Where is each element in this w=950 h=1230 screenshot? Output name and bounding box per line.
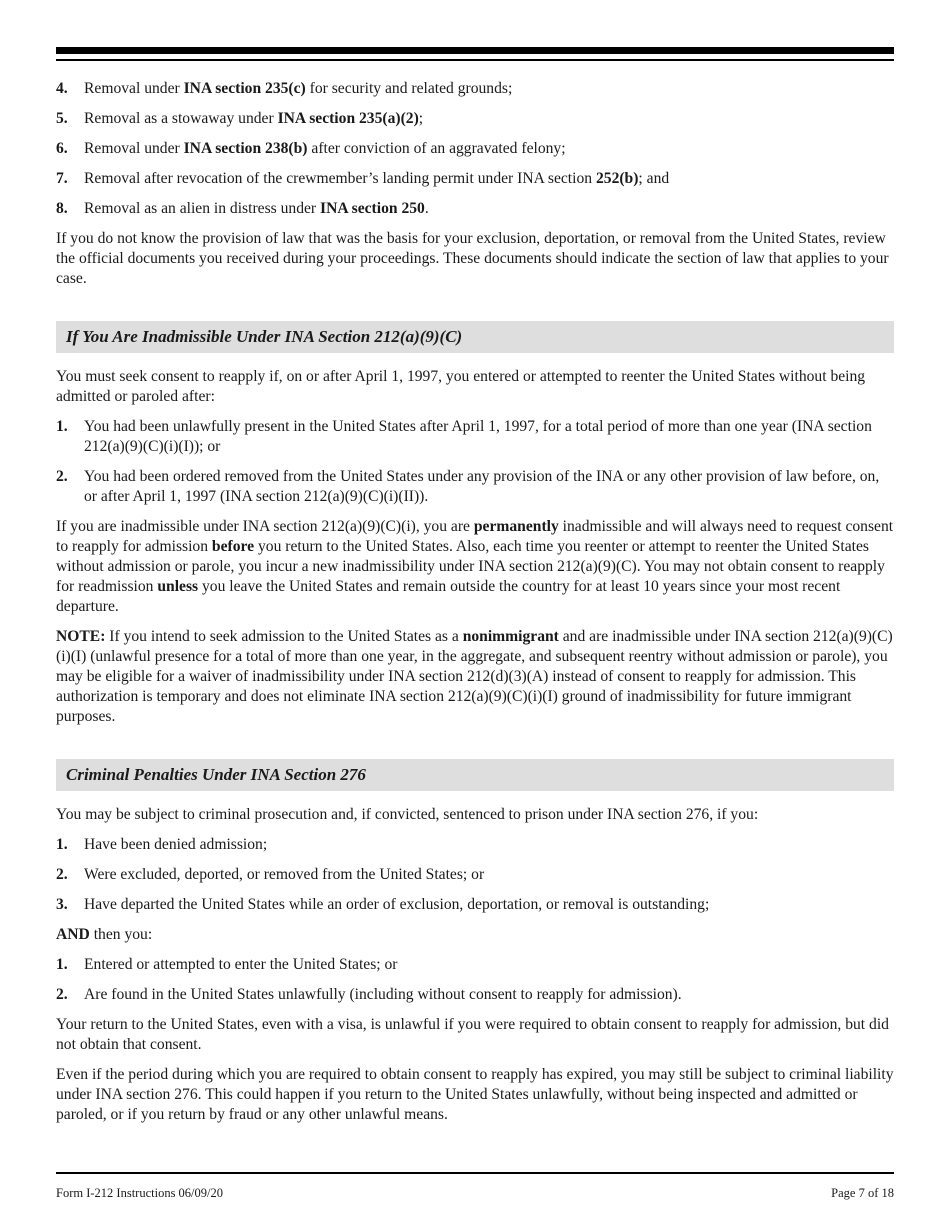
- list-number: 1.: [56, 956, 68, 973]
- list-item: 2. Are found in the United States unlawfully (including without consent to reapply for admission).: [56, 986, 682, 1003]
- list-item: 1. You had been unlawfully present in the United States after April 1, 1997, for a total period of more than one year (INA section 212(a)(9)(C)(i)(I)); or: [56, 418, 872, 455]
- note-paragraph: NOTE: If you intend to seek admission to the United States as a nonimmigrant and are inadmissible under INA section 212(a)(9)(C)(i)(I) (unlawful presence for a total of more than one year, in the aggregate, and subsequent reentry without admission or parole), you may be eligible for a waiver of inadmissibility under INA section 212(d)(3)(A) instead of consent to reapply for admission. This authorization is temporary and does not eliminate INA section 212(a)(9)(C)(i)(I) ground of inadmissibility for future immigrant purposes.: [56, 628, 893, 725]
- paragraph-basis: If you do not know the provision of law that was the basis for your exclusion, deportation, or removal from the United States, review the official documents you received during your proceedings. These documents should indicate the section of law that applies to your case.: [56, 230, 889, 287]
- list-item: 4. Removal under INA section 235(c) for security and related grounds;: [56, 80, 513, 97]
- footer-rule: [56, 1172, 894, 1174]
- list-item: 1. Have been denied admission;: [56, 836, 268, 853]
- list-item: 8. Removal as an alien in distress under INA section 250.: [56, 200, 429, 217]
- note-label: NOTE:: [56, 628, 106, 645]
- list-item: 1. Entered or attempted to enter the United States; or: [56, 956, 398, 973]
- and-then-line: AND then you:: [56, 926, 153, 943]
- top-thin-rule: [56, 59, 894, 61]
- list-number: 4.: [56, 80, 68, 97]
- section-heading-criminal-penalties: Criminal Penalties Under INA Section 276: [56, 759, 894, 791]
- section1-intro: You must seek consent to reapply if, on or after April 1, 1997, you entered or attempted to reenter the United States without being admitted or paroled after:: [56, 368, 866, 405]
- section1-permanently-paragraph: If you are inadmissible under INA section 212(a)(9)(C)(i), you are permanently inadmissible and will always need to request consent to reapply for admission before you return to the United States. Also, each time you reenter or attempt to reenter the United States without admission or parole, you incur a new inadmissibility under INA section 212(a)(9)(C). You may not obtain consent to reapply for readmission unless you leave the United States and remain outside the country for at least 10 years since your most recent departure.: [56, 518, 894, 615]
- list-number: 2.: [56, 866, 68, 883]
- list-item: 2. You had been ordered removed from the United States under any provision of the INA or any other provision of law before, on, or after April 1, 1997 (INA section 212(a)(9)(C)(i)(II)).: [56, 468, 880, 505]
- list-item: 2. Were excluded, deported, or removed from the United States; or: [56, 866, 485, 883]
- list-number: 8.: [56, 200, 68, 217]
- list-number: 7.: [56, 170, 68, 187]
- list-number: 1.: [56, 418, 68, 435]
- list-item: 3. Have departed the United States while an order of exclusion, deportation, or removal is outstanding;: [56, 896, 710, 913]
- list-number: 2.: [56, 468, 68, 485]
- list-item: 5. Removal as a stowaway under INA section 235(a)(2);: [56, 110, 424, 127]
- list-number: 5.: [56, 110, 68, 127]
- top-thick-rule: [56, 47, 894, 54]
- section2-intro: You may be subject to criminal prosecution and, if convicted, sentenced to prison under INA section 276, if you:: [56, 806, 759, 823]
- list-number: 2.: [56, 986, 68, 1003]
- section-heading-inadmissible: If You Are Inadmissible Under INA Section 212(a)(9)(C): [56, 321, 894, 353]
- list-number: 6.: [56, 140, 68, 157]
- page-content: [56, 79, 894, 1135]
- list-number: 3.: [56, 896, 68, 913]
- list-item: 7. Removal after revocation of the crewmember’s landing permit under INA section 252(b); and: [56, 170, 670, 187]
- list-number: 1.: [56, 836, 68, 853]
- return-paragraph: Your return to the United States, even with a visa, is unlawful if you were required to obtain consent to reapply for admission, but did not obtain that consent.: [56, 1016, 889, 1053]
- list-item: 6. Removal under INA section 238(b) after conviction of an aggravated felony;: [56, 140, 566, 157]
- criminal-liability-paragraph: Even if the period during which you are required to obtain consent to reapply has expired, you may still be subject to criminal liability under INA section 276. This could happen if you return to the United States unlawfully, without being inspected and admitted or paroled, or if you return by fraud or any other unlawful means.: [56, 1066, 894, 1123]
- footer-form-id: Form I-212 Instructions 06/09/20: [56, 1186, 224, 1200]
- footer-page-number: Page 7 of 18: [831, 1186, 894, 1200]
